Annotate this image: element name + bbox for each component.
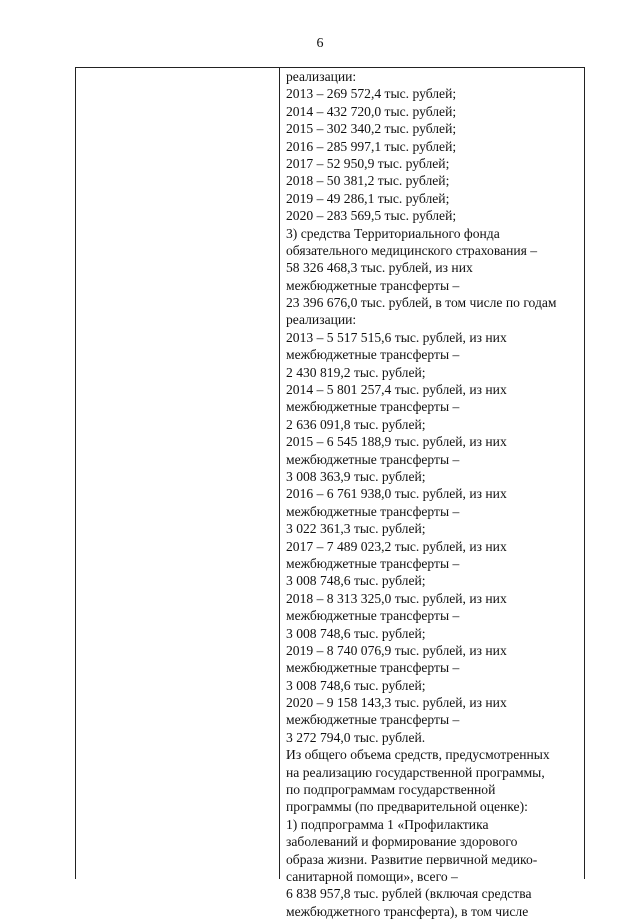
text-line: санитарной помощи», всего – [286, 868, 458, 884]
table-right-cell [286, 68, 582, 919]
text-line: 23 396 676,0 тыс. рублей, в том числе по годам [286, 295, 557, 311]
text-line: Из общего объема средств, предусмотренных [286, 747, 550, 763]
text-line: 3) средства Территориального фонда [286, 225, 500, 241]
text-line: 2019 – 49 286,1 тыс. рублей; [286, 190, 450, 206]
text-line: 2018 – 50 381,2 тыс. рублей; [286, 173, 450, 189]
text-line: 3 008 748,6 тыс. рублей; [286, 677, 426, 693]
text-line: 2013 – 5 517 515,6 тыс. рублей, из них [286, 329, 507, 345]
text-line: 2014 – 432 720,0 тыс. рублей; [286, 103, 457, 119]
text-line: 2018 – 8 313 325,0 тыс. рублей, из них [286, 590, 507, 606]
text-line: 3 022 361,3 тыс. рублей; [286, 521, 426, 537]
text-line: 2014 – 5 801 257,4 тыс. рублей, из них [286, 382, 507, 398]
text-line: реализации: [286, 312, 357, 328]
text-line: 3 008 748,6 тыс. рублей; [286, 573, 426, 589]
text-line: 2015 – 6 545 188,9 тыс. рублей, из них [286, 434, 507, 450]
table-left-cell [76, 68, 280, 879]
text-line: 2020 – 283 569,5 тыс. рублей; [286, 208, 457, 224]
text-line: межбюджетные трансферты – [286, 503, 460, 519]
text-line: межбюджетные трансферты – [286, 347, 460, 363]
text-line: межбюджетные трансферты – [286, 660, 460, 676]
document-table [75, 67, 585, 919]
text-line: межбюджетные трансферты – [286, 399, 460, 415]
text-line: 6 838 957,8 тыс. рублей (включая средства [286, 886, 532, 902]
text-line: программы (по предварительной оценке): [286, 799, 528, 815]
text-line: образа жизни. Развитие первичной медико- [286, 851, 538, 867]
text-line: заболеваний и формирование здорового [286, 834, 518, 850]
text-line: 3 008 363,9 тыс. рублей; [286, 468, 426, 484]
text-line: по подпрограммам государственной [286, 782, 496, 798]
text-line: на реализацию государственной программы, [286, 764, 545, 780]
text-line: 2020 – 9 158 143,3 тыс. рублей, из них [286, 695, 507, 711]
page-number: 6 [316, 36, 324, 51]
text-line: 2015 – 302 340,2 тыс. рублей; [286, 121, 457, 137]
text-line: 2016 – 6 761 938,0 тыс. рублей, из них [286, 486, 507, 502]
text-line: 58 326 468,3 тыс. рублей, из них [286, 260, 473, 276]
text-line: межбюджетные трансферты – [286, 277, 460, 293]
text-line: 2017 – 7 489 023,2 тыс. рублей, из них [286, 538, 507, 554]
text-line: 2019 – 8 740 076,9 тыс. рублей, из них [286, 642, 507, 658]
text-line: межбюджетные трансферты – [286, 555, 460, 571]
text-line: межбюджетные трансферты – [286, 451, 460, 467]
text-line: 2016 – 285 997,1 тыс. рублей; [286, 138, 457, 154]
text-line: межбюджетного трансферта), в том числе [286, 903, 529, 919]
text-line: 3 008 748,6 тыс. рублей; [286, 625, 426, 641]
text-line: 2013 – 269 572,4 тыс. рублей; [286, 86, 457, 102]
text-line: 2 636 091,8 тыс. рублей; [286, 416, 426, 432]
text-line: межбюджетные трансферты – [286, 608, 460, 624]
text-line: 1) подпрограмма 1 «Профилактика [286, 816, 489, 832]
text-line: 2017 – 52 950,9 тыс. рублей; [286, 155, 450, 171]
text-line: 2 430 819,2 тыс. рублей; [286, 364, 426, 380]
text-line: реализации: [286, 69, 357, 84]
text-line: обязательного медицинского страхования – [286, 242, 538, 258]
text-line: межбюджетные трансферты – [286, 712, 460, 728]
text-line: 3 272 794,0 тыс. рублей. [286, 729, 426, 745]
